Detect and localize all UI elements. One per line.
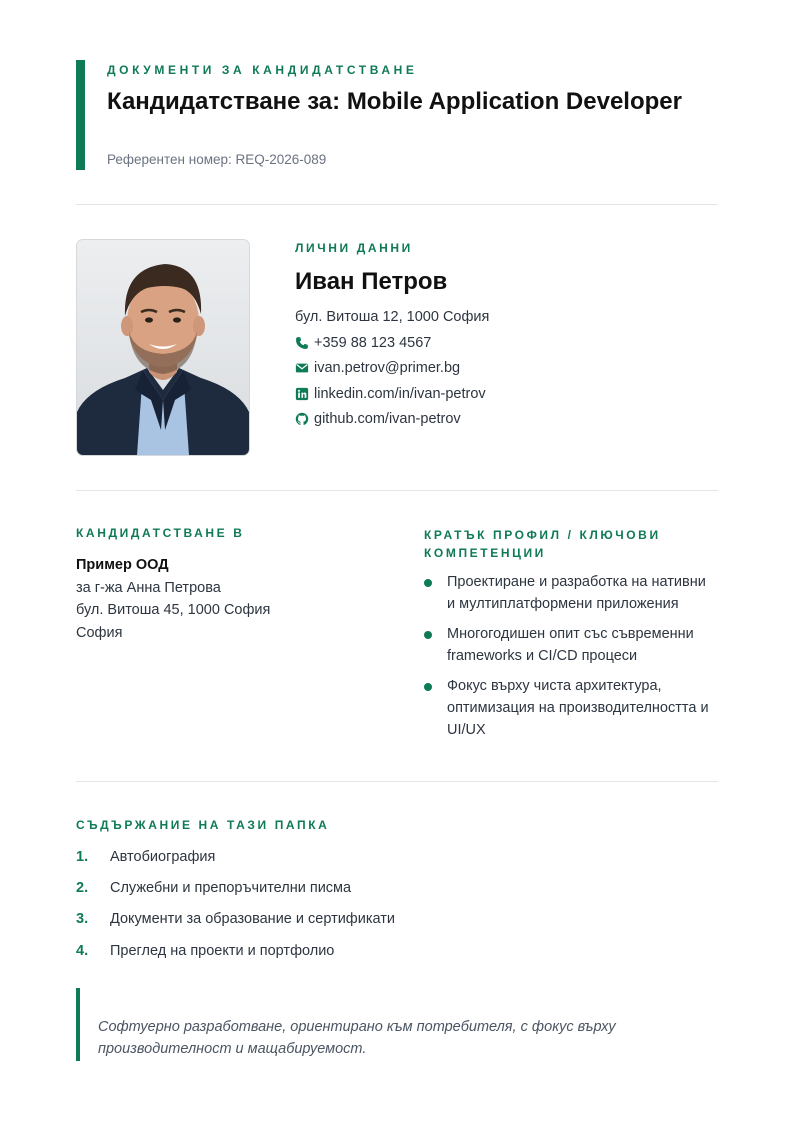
accent-bar	[76, 60, 85, 170]
header-eyebrow: ДОКУМЕНТИ ЗА КАНДИДАТСТВАНЕ	[107, 63, 418, 77]
recipient-line: за г-жа Анна Петрова	[76, 580, 221, 596]
applying-section-label: КАНДИДАТСТВАНЕ В	[76, 526, 245, 540]
contents-item: Документи за образование и сертификати	[110, 911, 395, 927]
contents-item: Автобиография	[110, 849, 216, 865]
company-city-line: София	[76, 625, 123, 641]
reference-number: Референтен номер: REQ-2026-089	[107, 152, 327, 167]
linkedin-text: linkedin.com/in/ivan-petrov	[314, 386, 486, 402]
list-number: 4.	[76, 943, 89, 959]
list-number: 2.	[76, 880, 89, 896]
applicant-name: Иван Петров	[295, 268, 448, 295]
page-title: Кандидатстване за: Mobile Application Developer	[107, 88, 682, 115]
contact-linkedin[interactable]	[295, 384, 486, 404]
phone-text: +359 88 123 4567	[314, 335, 432, 351]
competence-item: Многогодишен опит със съвременни frameworks и CI/CD процеси	[447, 626, 694, 664]
company-name: Пример ООД	[76, 557, 169, 573]
email-text: ivan.petrov@primer.bg	[314, 360, 461, 376]
applicant-address: бул. Витоша 12, 1000 София	[295, 309, 490, 325]
quote-text: Софтуерно разработване, ориентирано към потребителя, с фокус върху производителност и мащабируемост.	[98, 1019, 616, 1057]
list-number: 1.	[76, 849, 89, 865]
contents-section-label: СЪДЪРЖАНИЕ НА ТАЗИ ПАПКА	[76, 818, 330, 832]
profile-section-label: КРАТЪК ПРОФИЛ / КЛЮЧОВИ КОМПЕТЕНЦИИ	[424, 528, 661, 560]
divider	[76, 490, 718, 491]
divider	[76, 204, 718, 205]
contact-email[interactable]	[295, 358, 460, 378]
phone-icon	[295, 336, 309, 350]
divider	[76, 781, 718, 782]
contact-phone	[295, 333, 431, 353]
profile-photo	[76, 239, 250, 456]
list-number: 3.	[76, 911, 89, 927]
bullet-dot	[424, 631, 432, 639]
competence-item: Фокус върху чиста архитектура, оптимизация на производителността и UI/UX	[447, 678, 709, 738]
contents-item: Преглед на проекти и портфолио	[110, 943, 335, 959]
contents-item: Служебни и препоръчителни писма	[110, 880, 352, 896]
linkedin-icon	[295, 387, 309, 401]
email-icon	[295, 361, 309, 375]
quote-bar	[76, 988, 80, 1061]
github-text: github.com/ivan-petrov	[314, 411, 461, 427]
closing-quote	[76, 988, 718, 1061]
contact-github[interactable]	[295, 409, 461, 429]
bullet-dot	[424, 579, 432, 587]
competence-item: Проектиране и разработка на нативни и мултиплатформени приложения	[447, 574, 706, 612]
personal-section-label: ЛИЧНИ ДАННИ	[295, 241, 413, 255]
company-address-line: бул. Витоша 45, 1000 София	[76, 602, 271, 618]
github-icon	[295, 412, 309, 426]
bullet-dot	[424, 683, 432, 691]
document-header	[76, 60, 718, 170]
